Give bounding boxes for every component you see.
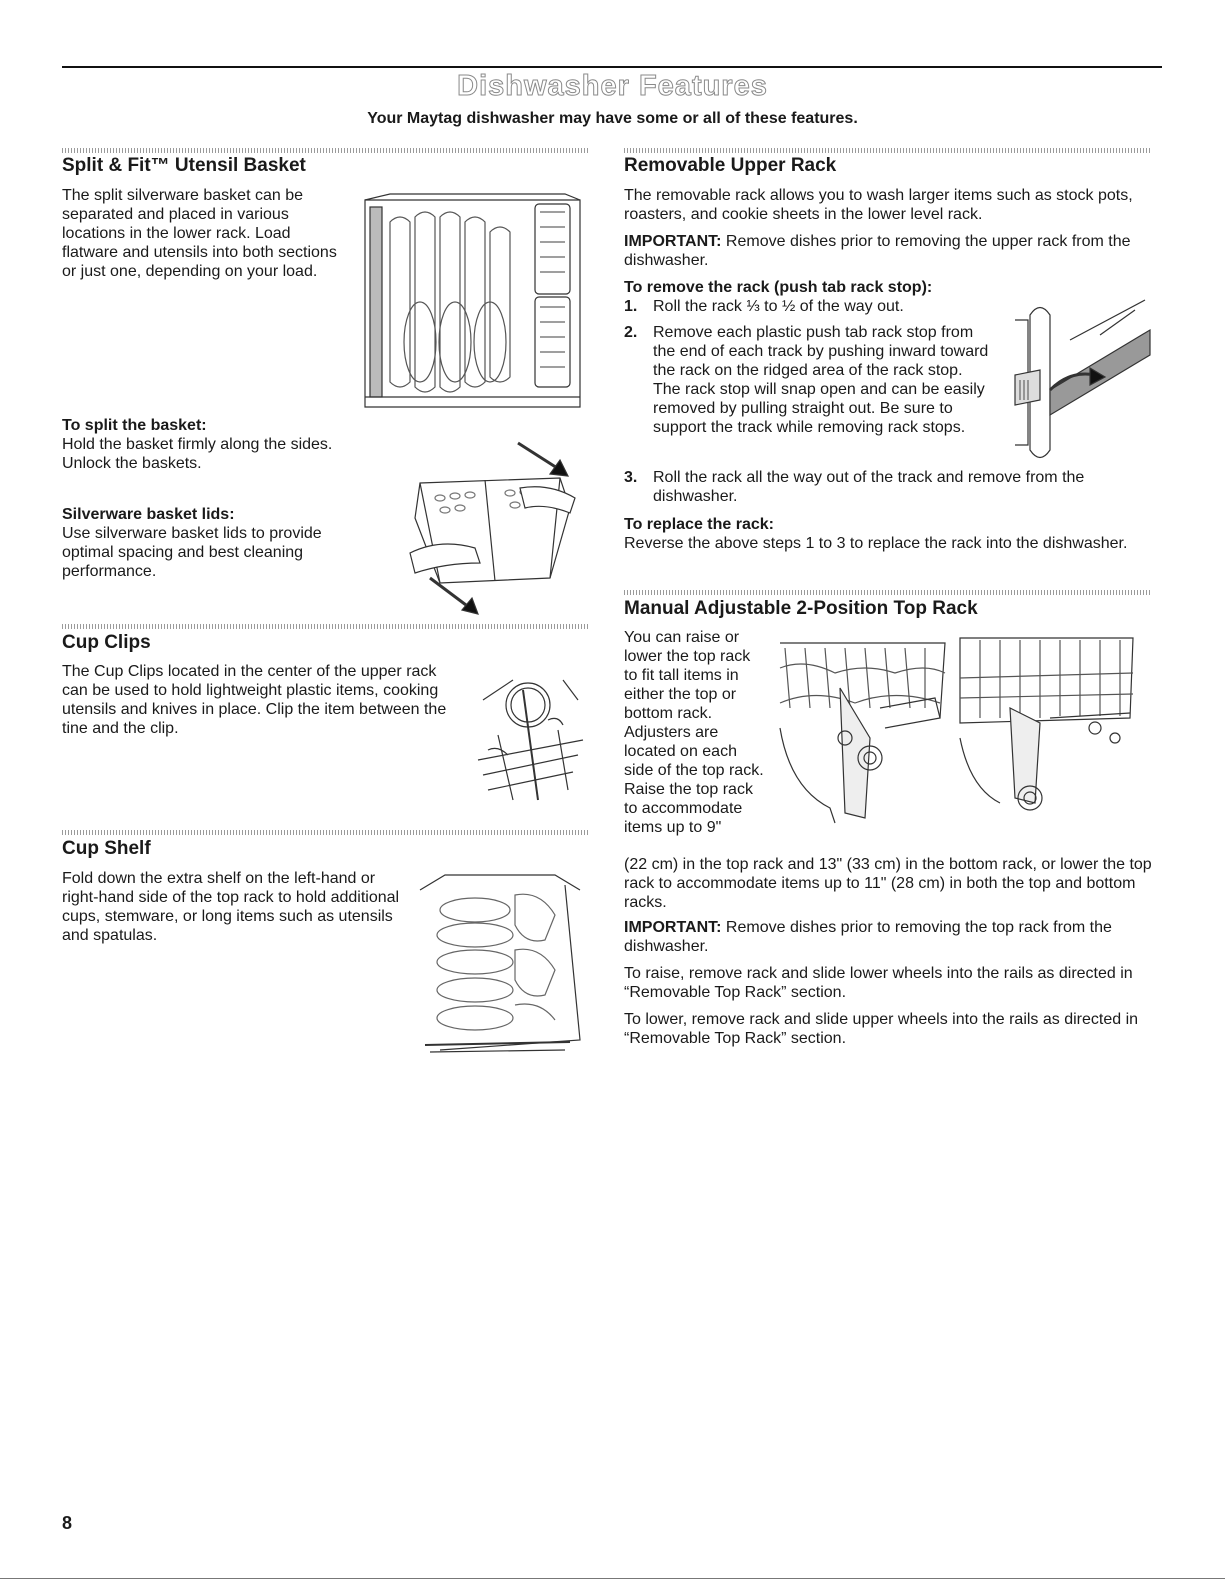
cup-clips-text: The Cup Clips located in the center of the upper rack can be used to hold lightweight plastic items, cooking utensils and knives in place. Clip the item between the tine and the clip. (62, 663, 447, 737)
important-text: Remove dishes prior to removing the upper rack from the dishwasher. (624, 233, 1131, 269)
important-label: IMPORTANT: (624, 919, 722, 936)
adjustable-rack-important (624, 918, 1152, 956)
cup-shelf-illustration (415, 870, 585, 1055)
section-divider (62, 148, 590, 153)
step-number: 2. (624, 324, 638, 341)
removable-rack-important (624, 232, 1152, 270)
split-basket-text: Hold the basket firmly along the sides. Unlock the baskets. (62, 436, 333, 472)
split-basket-subheading: To split the basket: (62, 417, 207, 434)
top-rule (62, 66, 1162, 68)
section-divider (62, 624, 590, 629)
step-number: 3. (624, 469, 638, 486)
bottom-rule (0, 1578, 1225, 1579)
replace-rack-subheading: To replace the rack: (624, 516, 774, 533)
step-text: Roll the rack all the way out of the track and remove from the dishwasher. (653, 469, 1085, 505)
utensil-basket-illustration (360, 192, 585, 412)
page-subtitle: Your Maytag dishwasher may have some or all of these features. (367, 110, 858, 127)
adjustable-rack-heading: Manual Adjustable 2-Position Top Rack (624, 598, 978, 619)
page-title: Dishwasher Features (457, 70, 768, 102)
step-number: 1. (624, 298, 638, 315)
important-text: Remove dishes prior to removing the top rack from the dishwasher. (624, 919, 1112, 955)
section-divider (624, 148, 1152, 153)
split-fit-intro: The split silverware basket can be separated and placed in various locations in the lower rack. Load flatware and utensils into both sections or just one, depending on your load. (62, 187, 337, 280)
cup-clips-heading: Cup Clips (62, 632, 151, 653)
page-number: 8 (62, 1513, 73, 1533)
important-label: IMPORTANT: (624, 233, 722, 250)
cup-clip-illustration (478, 660, 588, 810)
section-divider (62, 830, 590, 835)
step-text: Roll the rack ⅓ to ½ of the way out. (653, 298, 904, 315)
rack-stop-illustration (1010, 300, 1155, 465)
removable-rack-intro: The removable rack allows you to wash larger items such as stock pots, roasters, and cookie sheets in the lower level rack. (624, 187, 1133, 223)
raise-rack-text: To raise, remove rack and slide lower wheels into the rails as directed in “Removable Top Rack” section. (624, 965, 1133, 1001)
split-fit-heading: Split & Fit™ Utensil Basket (62, 155, 306, 176)
rack-raised-illustration (955, 628, 1137, 828)
removable-rack-heading: Removable Upper Rack (624, 155, 837, 176)
step-text: Remove each plastic push tab rack stop from the end of each track by pushing inward toward the rack on the ridged area of the rack stop. The rack stop will snap open and can be easily removed by pulling straight out. Be sure to support the track while removing rack stops. (653, 324, 989, 436)
adjustable-rack-intro: You can raise or lower the top rack to fit tall items in either the top or bottom rack. Adjusters are located on each side of the top rack. Raise the top rack to accommodate items up to 9" (624, 629, 764, 836)
section-divider (624, 590, 1152, 595)
basket-lids-text: Use silverware basket lids to provide optimal spacing and best cleaning performance. (62, 525, 322, 580)
lower-rack-text: To lower, remove rack and slide upper wheels into the rails as directed in “Removable Top Rack” section. (624, 1011, 1139, 1047)
cup-shelf-heading: Cup Shelf (62, 838, 151, 859)
basket-lids-subheading: Silverware basket lids: (62, 506, 235, 523)
cup-shelf-text: Fold down the extra shelf on the left-hand or right-hand side of the top rack to hold additional cups, stemware, or long items such as utensils and spatulas. (62, 870, 400, 944)
rack-lowered-illustration (775, 628, 950, 828)
replace-rack-text: Reverse the above steps 1 to 3 to replace the rack into the dishwasher. (624, 535, 1128, 552)
basket-split-illustration (400, 438, 590, 618)
remove-rack-subheading: To remove the rack (push tab rack stop): (624, 279, 933, 296)
adjustable-rack-intro-cont: (22 cm) in the top rack and 13" (33 cm) in the bottom rack, or lower the top rack to accommodate items up to 11" (28 cm) in both the top and bottom racks. (624, 856, 1152, 911)
